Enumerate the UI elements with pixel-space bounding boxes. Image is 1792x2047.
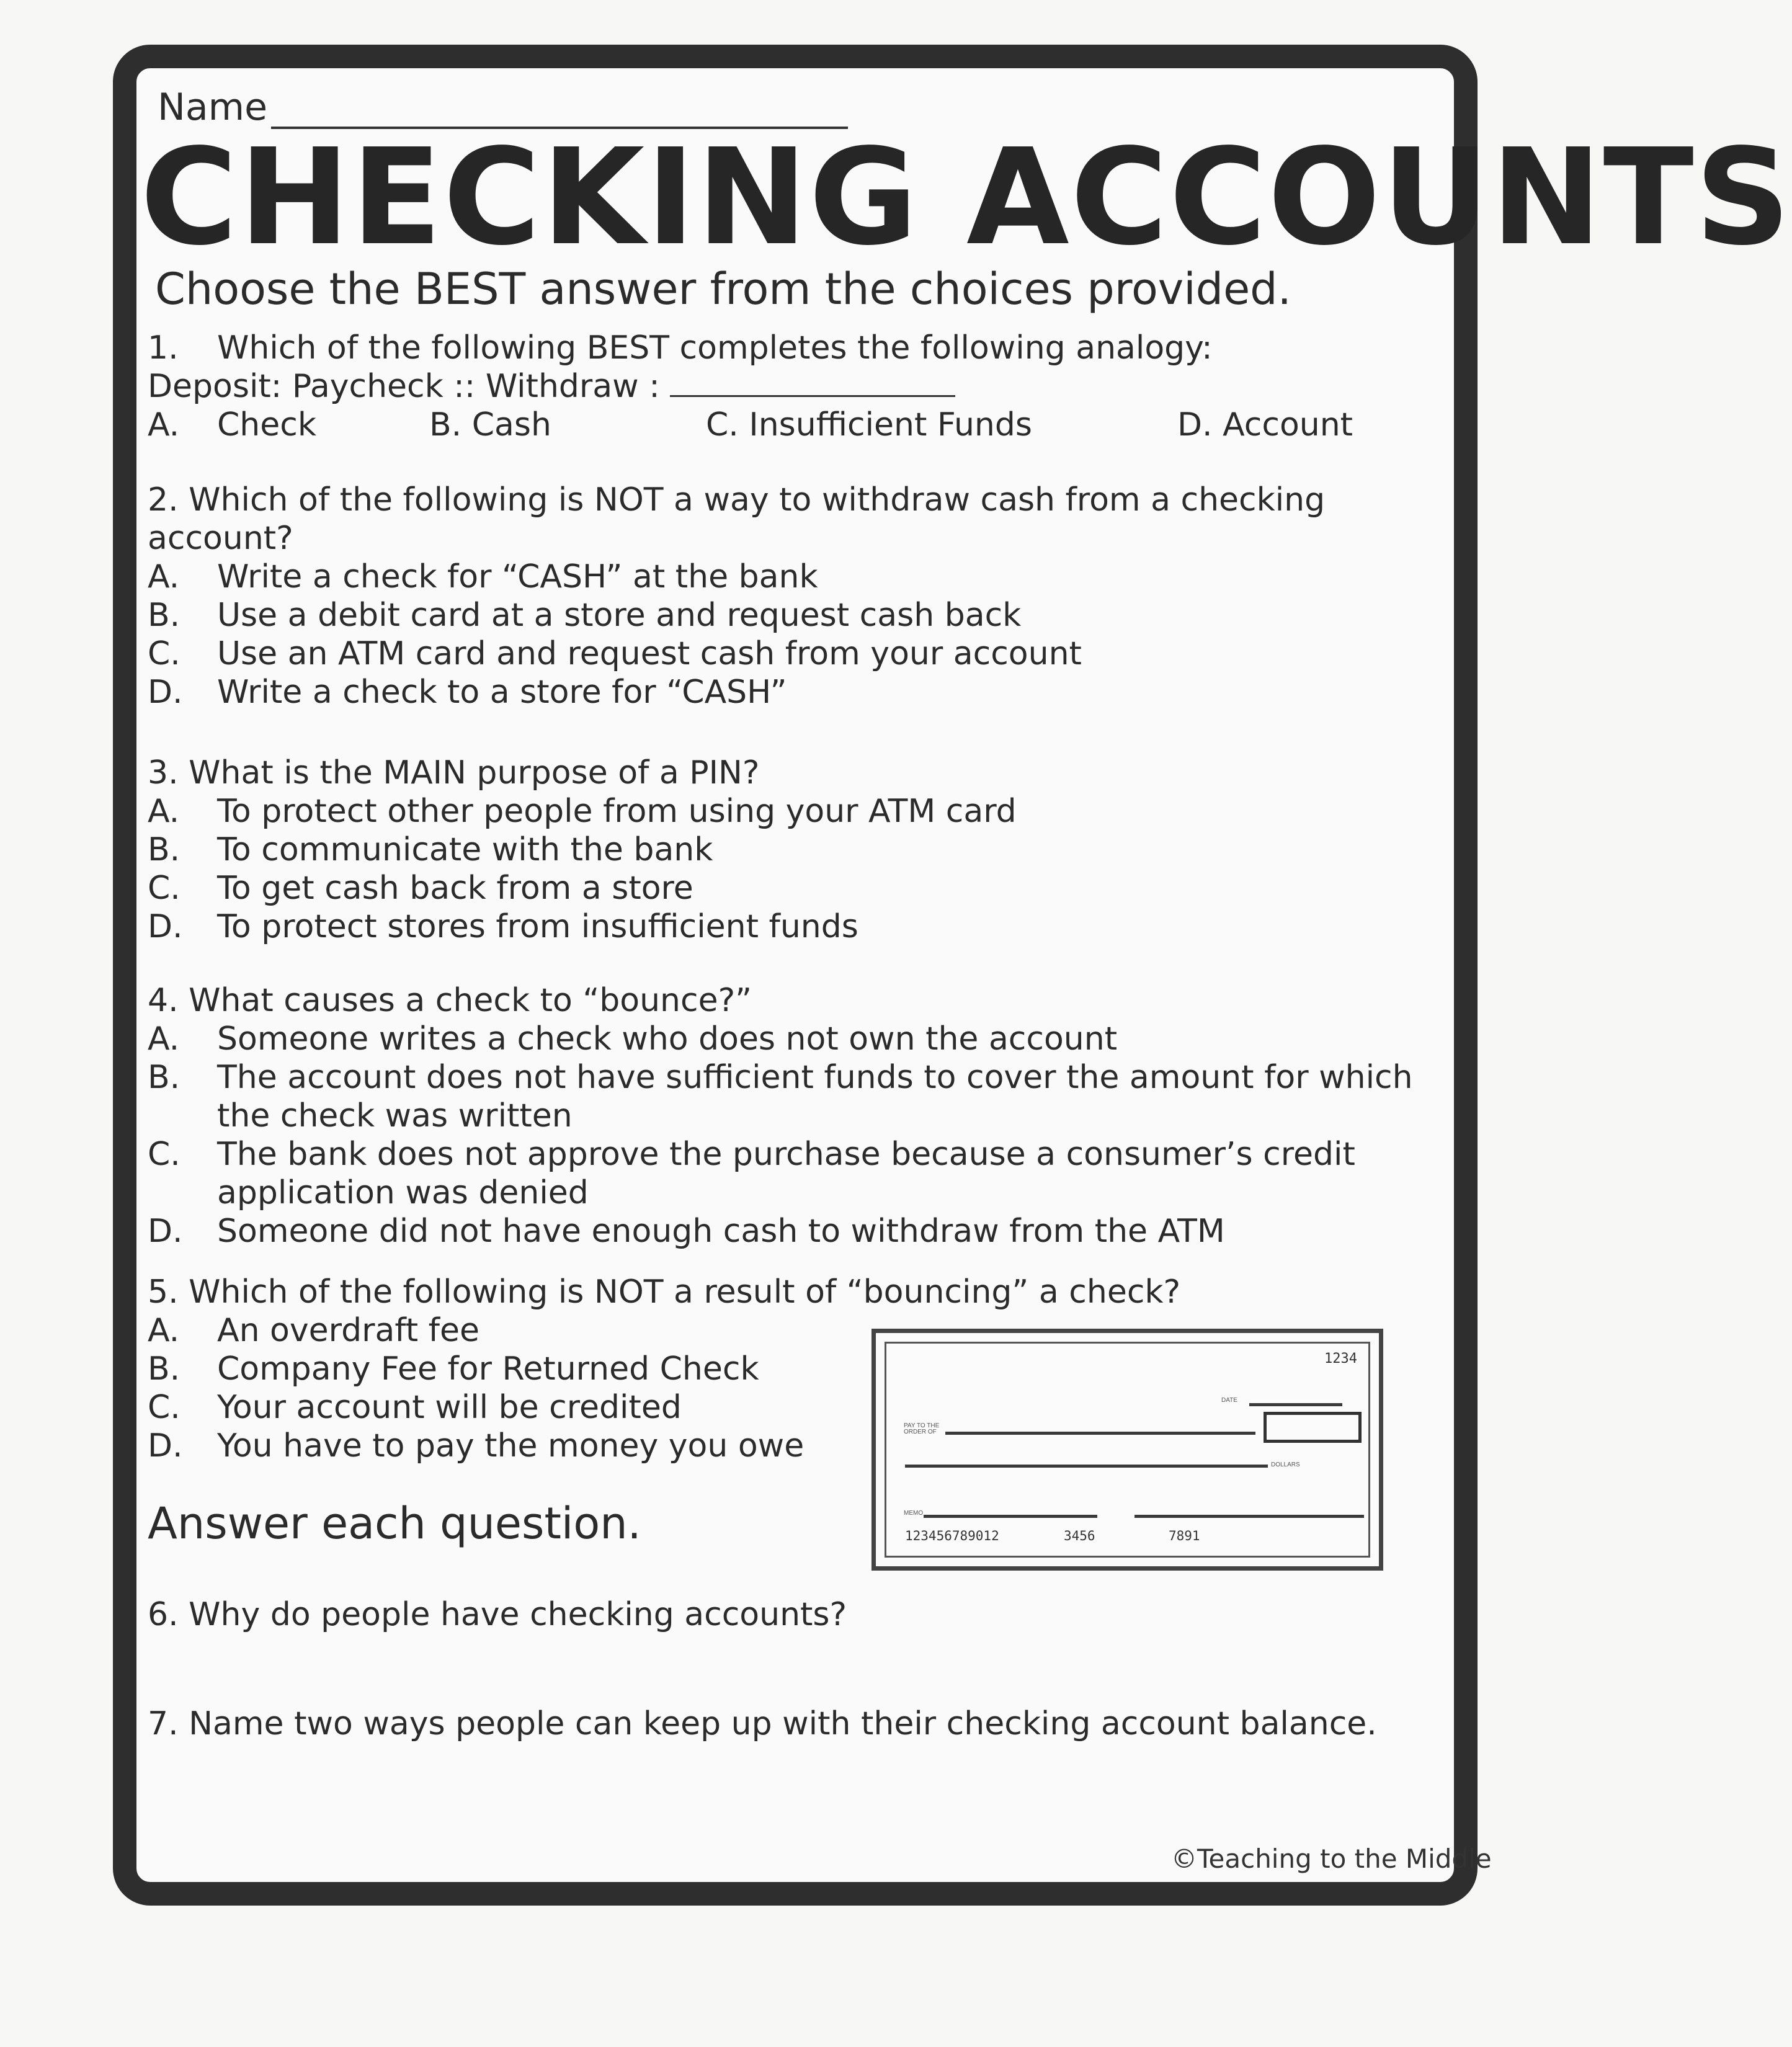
option-a: A. To protect other people from using your ATM card — [148, 793, 1017, 830]
payto-line — [945, 1432, 1255, 1435]
memo-label: MEMO — [904, 1510, 924, 1517]
payto-label: PAY TO THE ORDER OF — [904, 1422, 940, 1435]
question-text: 6. Why do people have checking accounts? — [148, 1596, 847, 1633]
date-line — [1249, 1403, 1342, 1406]
option-a: A. An overdraft fee — [148, 1312, 479, 1349]
option-a: Check — [217, 406, 316, 444]
copyright-footer: ©Teaching to the Middle — [1171, 1844, 1492, 1874]
memo-line — [924, 1515, 1097, 1518]
name-label: Name — [158, 86, 268, 129]
analogy-blank — [670, 368, 955, 397]
option-b: B. The account does not have sufficient funds to cover the amount for which the check was written — [148, 1059, 1413, 1135]
page-title: CHECKING ACCOUNTS — [140, 120, 1792, 275]
dollars-label: DOLLARS — [1271, 1461, 1300, 1468]
option-a-letter: A. — [148, 406, 180, 444]
question-text: 4. What causes a check to “bounce?” — [148, 982, 752, 1019]
question-text: 2. Which of the following is NOT a way to withdraw cash from a checking — [148, 481, 1326, 519]
option-c: C. Use an ATM card and request cash from your account — [148, 635, 1082, 672]
question-text-cont: account? — [148, 520, 293, 557]
option-d: D. Write a check to a store for “CASH” — [148, 674, 787, 711]
option-c: C. Insufficient Funds — [706, 406, 1032, 444]
option-d: D. You have to pay the money you owe — [148, 1427, 805, 1465]
option-d: D. To protect stores from insufficient funds — [148, 908, 858, 945]
question-3 — [148, 754, 1419, 946]
amount-box — [1264, 1412, 1362, 1443]
check-number: 1234 — [1324, 1351, 1357, 1367]
instruction-open-response: Answer each question. — [148, 1498, 641, 1549]
check-inner-border — [885, 1342, 1370, 1558]
option-a: A. Someone writes a check who does not own the account — [148, 1020, 1118, 1058]
option-b: B. Use a debit card at a store and request cash back — [148, 597, 1022, 634]
option-b: B. To communicate with the bank — [148, 831, 713, 868]
analogy-text: Deposit: Paycheck :: Withdraw : — [148, 368, 660, 405]
routing-number: 123456789012 — [905, 1528, 999, 1543]
option-d: D. Account — [1177, 406, 1353, 444]
option-a: A. Write a check for “CASH” at the bank — [148, 558, 818, 595]
question-text: Which of the following BEST completes the following analogy: — [217, 329, 1213, 367]
question-text: 3. What is the MAIN purpose of a PIN? — [148, 754, 760, 792]
date-label: DATE — [1221, 1397, 1237, 1404]
question-6 — [148, 1595, 1419, 1634]
micr-check-number: 7891 — [1169, 1528, 1200, 1543]
question-1-options — [148, 406, 1419, 444]
question-number: 1. — [148, 329, 179, 367]
question-4 — [148, 981, 1419, 1251]
instruction-multiple-choice: Choose the BEST answer from the choices provided. — [155, 264, 1291, 314]
question-7 — [148, 1705, 1419, 1743]
question-1 — [148, 329, 1419, 444]
dollars-line — [905, 1465, 1268, 1468]
option-c: C. The bank does not approve the purchase because a consumer’s credit application was denied — [148, 1136, 1355, 1211]
option-c: C. To get cash back from a store — [148, 870, 693, 907]
question-text: 7. Name two ways people can keep up with their checking account balance. — [148, 1705, 1377, 1742]
check-illustration — [871, 1329, 1383, 1571]
option-b: B. Cash — [429, 406, 551, 444]
option-b: B. Company Fee for Returned Check — [148, 1350, 759, 1388]
option-d: D. Someone did not have enough cash to withdraw from the ATM — [148, 1213, 1225, 1250]
account-number: 3456 — [1064, 1528, 1095, 1543]
option-c: C. Your account will be credited — [148, 1389, 682, 1426]
question-2 — [148, 481, 1419, 711]
signature-line — [1134, 1515, 1364, 1518]
question-text: 5. Which of the following is NOT a result of “bouncing” a check? — [148, 1273, 1181, 1311]
